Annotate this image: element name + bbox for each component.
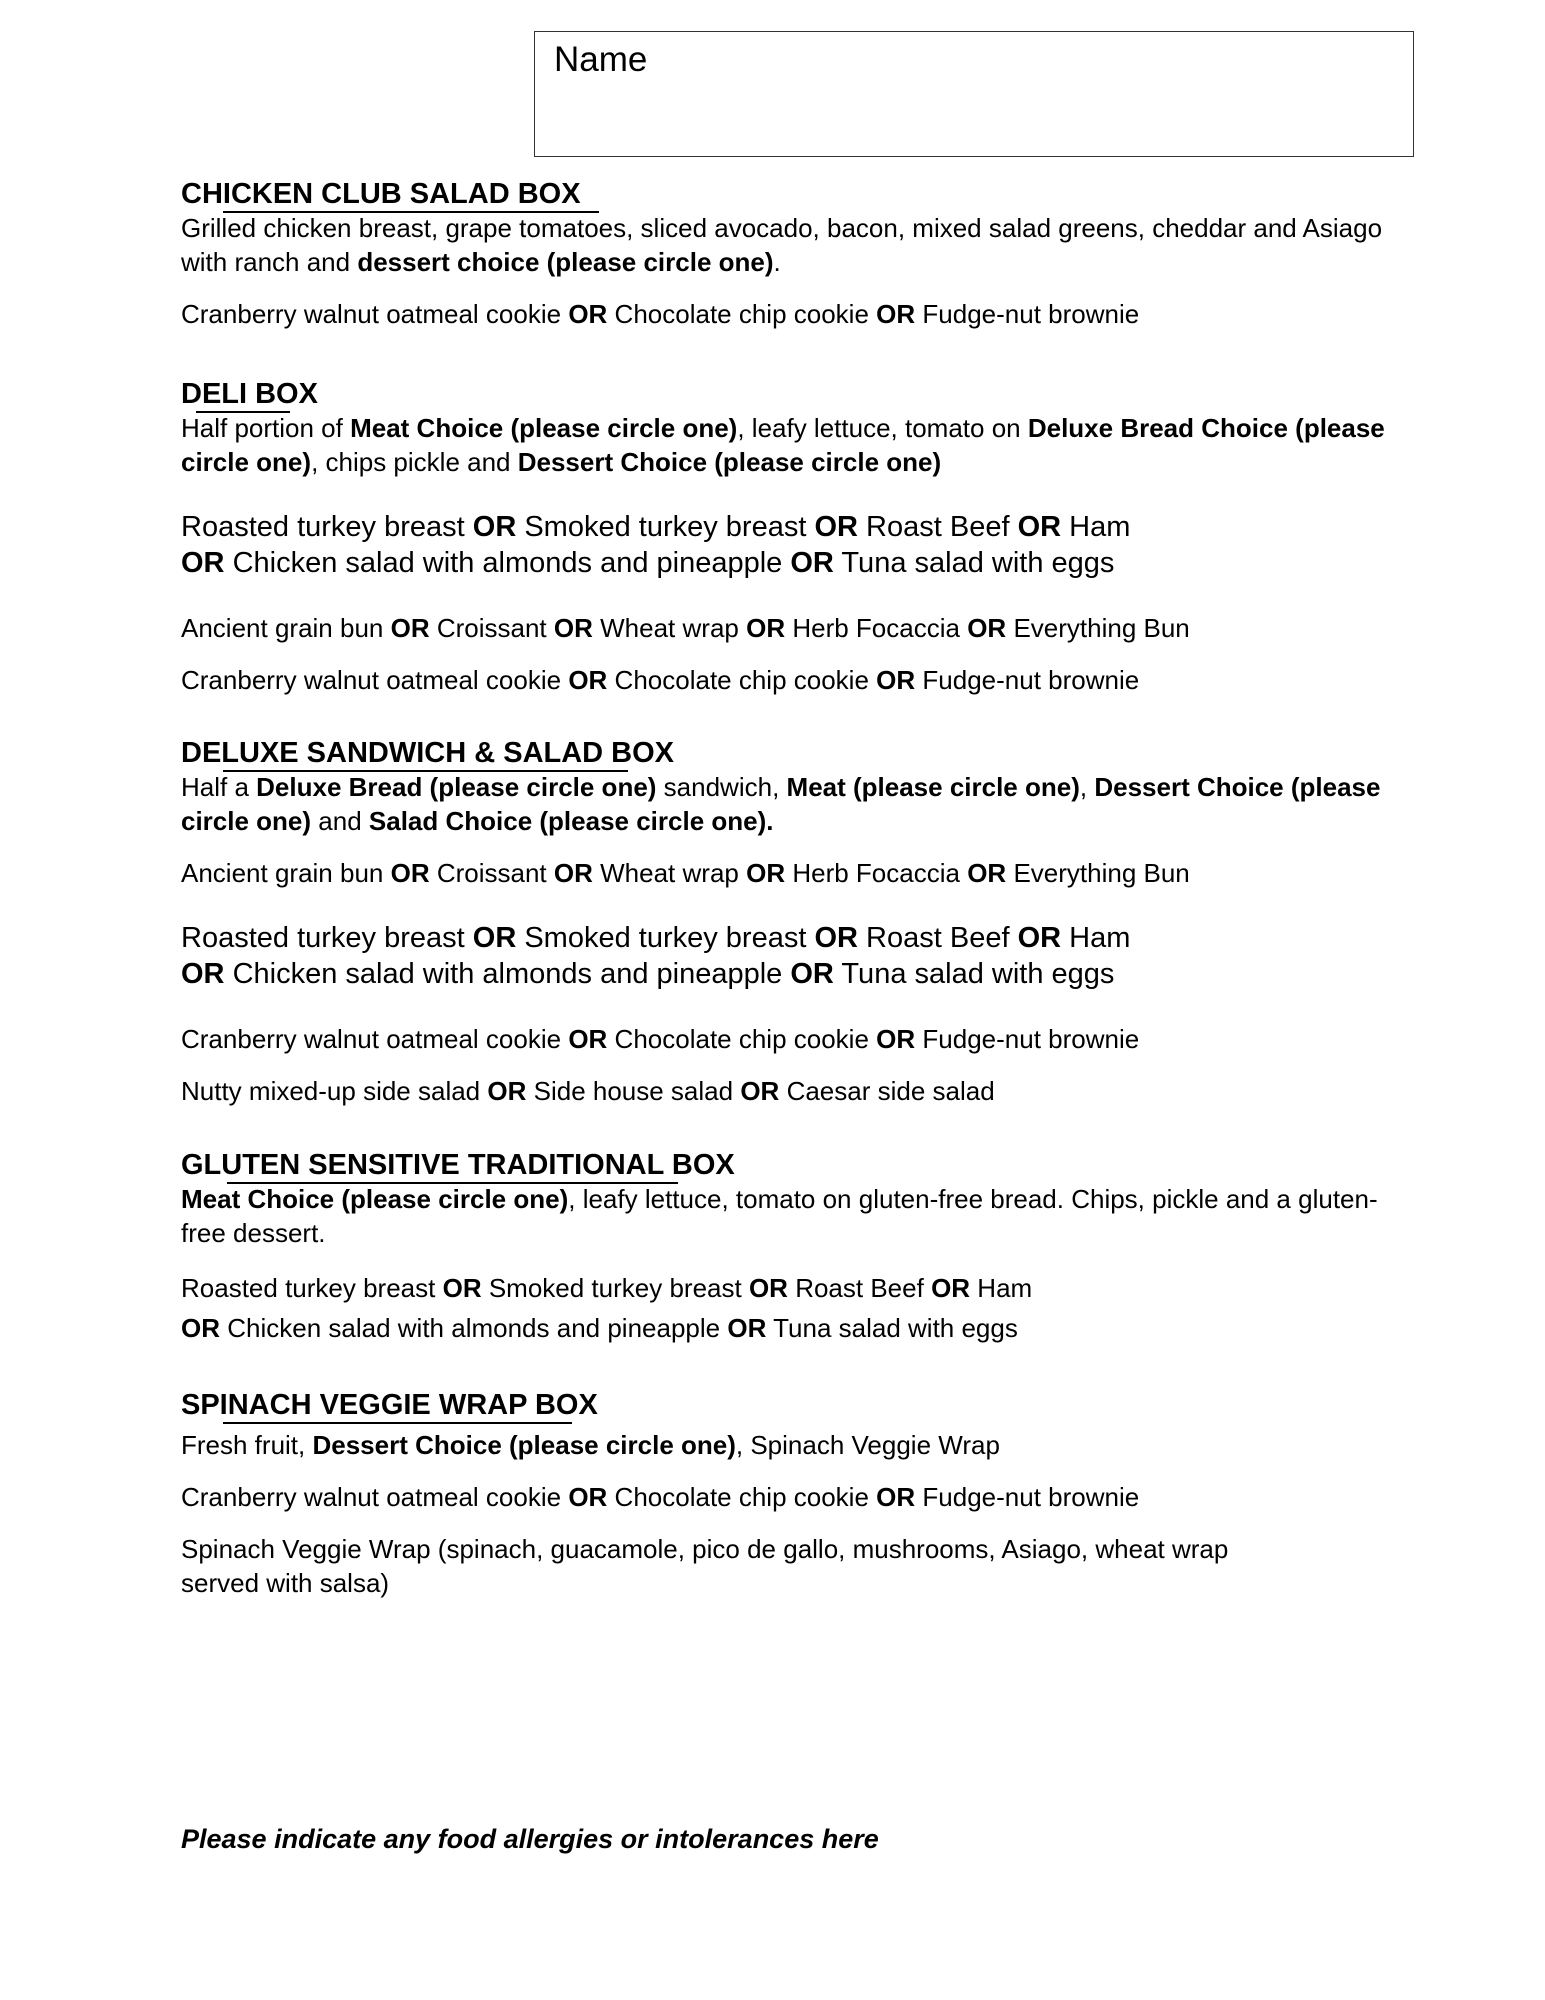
section-deluxe-sandwich xyxy=(181,736,1411,1108)
section-description: Half portion of Meat Choice (please circle one), leafy lettuce, tomato on Deluxe Bread Choice (please circle one), chips pickle and Dessert Choice (please circle one) xyxy=(181,413,1385,477)
dessert-options: Cranberry walnut oatmeal cookie OR Chocolate chip cookie OR Fudge-nut brownie xyxy=(181,1024,1140,1054)
section-gluten-sensitive xyxy=(181,1148,1411,1348)
option[interactable]: Herb Focaccia xyxy=(792,613,960,643)
section-description: Meat Choice (please circle one), leafy lettuce, tomato on gluten-free bread. Chips, pickle and a gluten-free dessert. xyxy=(181,1184,1378,1248)
section-title: DELUXE SANDWICH & SALAD BOX xyxy=(181,736,674,770)
option[interactable]: Nutty mixed-up side salad xyxy=(181,1076,481,1106)
meat-options: Roasted turkey breast OR Smoked turkey breast OR Roast Beef OR Ham OR Chicken salad with almonds and pineapple OR Tuna salad with eggs xyxy=(181,511,1131,579)
option[interactable]: Ham xyxy=(977,1273,1033,1303)
option[interactable]: Ancient grain bun xyxy=(181,858,384,888)
section-spinach-veggie xyxy=(181,1388,1411,1600)
option[interactable]: Roast Beef xyxy=(866,511,1010,543)
option[interactable]: Chicken salad with almonds and pineapple xyxy=(232,547,783,579)
option[interactable]: Chocolate chip cookie xyxy=(614,1482,869,1512)
allergy-note: Please indicate any food allergies or intolerances here xyxy=(181,1824,879,1854)
section-title: SPINACH VEGGIE WRAP BOX xyxy=(181,1388,598,1422)
option[interactable]: Roasted turkey breast xyxy=(181,1273,436,1303)
dessert-options: Cranberry walnut oatmeal cookie OR Chocolate chip cookie OR Fudge-nut brownie xyxy=(181,299,1140,329)
section-deli xyxy=(181,377,1411,697)
option[interactable]: Fudge-nut brownie xyxy=(922,1482,1140,1512)
section-chicken-club xyxy=(181,177,1411,331)
wrap-description: Spinach Veggie Wrap (spinach, guacamole, pico de gallo, mushrooms, Asiago, wheat wrap served with salsa) xyxy=(181,1534,1229,1598)
option[interactable]: Chocolate chip cookie xyxy=(614,299,869,329)
meat-options: Roasted turkey breast OR Smoked turkey breast OR Roast Beef OR Ham OR Chicken salad with almonds and pineapple OR Tuna salad with eggs xyxy=(181,1273,1033,1343)
option[interactable]: Smoked turkey breast xyxy=(488,1273,742,1303)
section-description: Fresh fruit, Dessert Choice (please circle one), Spinach Veggie Wrap xyxy=(181,1430,1000,1460)
section-description: Half a Deluxe Bread (please circle one) sandwich, Meat (please circle one), Dessert Choice (please circle one) and Salad Choice (please circle one). xyxy=(181,772,1381,836)
bread-options: Ancient grain bun OR Croissant OR Wheat wrap OR Herb Focaccia OR Everything Bun xyxy=(181,613,1190,643)
option[interactable]: Everything Bun xyxy=(1013,613,1190,643)
option[interactable]: Chicken salad with almonds and pineapple xyxy=(227,1313,721,1343)
section-title: GLUTEN SENSITIVE TRADITIONAL BOX xyxy=(181,1148,735,1182)
option[interactable]: Everything Bun xyxy=(1013,858,1190,888)
option[interactable]: Cranberry walnut oatmeal cookie xyxy=(181,299,562,329)
meat-options: Roasted turkey breast OR Smoked turkey breast OR Roast Beef OR Ham OR Chicken salad with almonds and pineapple OR Tuna salad with eggs xyxy=(181,922,1131,990)
name-field[interactable] xyxy=(534,31,1414,157)
bread-options: Ancient grain bun OR Croissant OR Wheat wrap OR Herb Focaccia OR Everything Bun xyxy=(181,858,1190,888)
option[interactable]: Caesar side salad xyxy=(786,1076,995,1106)
option[interactable]: Roasted turkey breast xyxy=(181,511,465,543)
section-title: DELI BOX xyxy=(181,377,318,411)
option[interactable]: Croissant xyxy=(436,858,547,888)
option[interactable]: Smoked turkey breast xyxy=(524,922,807,954)
option[interactable]: Side house salad xyxy=(533,1076,734,1106)
option[interactable]: Chicken salad with almonds and pineapple xyxy=(232,958,783,990)
name-label: Name xyxy=(554,40,648,79)
section-description: Grilled chicken breast, grape tomatoes, sliced avocado, bacon, mixed salad greens, cheddar and Asiago with ranch and dessert choice (please circle one). xyxy=(181,213,1383,277)
option[interactable]: Wheat wrap xyxy=(600,858,739,888)
option[interactable]: Smoked turkey breast xyxy=(524,511,807,543)
option[interactable]: Ham xyxy=(1069,511,1131,543)
option[interactable]: Chocolate chip cookie xyxy=(614,1024,869,1054)
option[interactable]: Fudge-nut brownie xyxy=(922,1024,1140,1054)
option[interactable]: Wheat wrap xyxy=(600,613,739,643)
option[interactable]: Tuna salad with eggs xyxy=(773,1313,1018,1343)
option[interactable]: Herb Focaccia xyxy=(792,858,960,888)
option[interactable]: Cranberry walnut oatmeal cookie xyxy=(181,665,562,695)
option[interactable]: Roast Beef xyxy=(866,922,1010,954)
option[interactable]: Cranberry walnut oatmeal cookie xyxy=(181,1482,562,1512)
option[interactable]: Croissant xyxy=(436,613,547,643)
dessert-options: Cranberry walnut oatmeal cookie OR Chocolate chip cookie OR Fudge-nut brownie xyxy=(181,665,1140,695)
option[interactable]: Roast Beef xyxy=(795,1273,924,1303)
salad-options: Nutty mixed-up side salad OR Side house salad OR Caesar side salad xyxy=(181,1076,995,1106)
option[interactable]: Chocolate chip cookie xyxy=(614,665,869,695)
option[interactable]: Fudge-nut brownie xyxy=(922,665,1140,695)
option[interactable]: Ancient grain bun xyxy=(181,613,384,643)
option[interactable]: Roasted turkey breast xyxy=(181,922,465,954)
option[interactable]: Fudge-nut brownie xyxy=(922,299,1140,329)
option[interactable]: Ham xyxy=(1069,922,1131,954)
section-title: CHICKEN CLUB SALAD BOX xyxy=(181,177,581,211)
option[interactable]: Tuna salad with eggs xyxy=(841,547,1115,579)
option[interactable]: Tuna salad with eggs xyxy=(841,958,1115,990)
dessert-options: Cranberry walnut oatmeal cookie OR Chocolate chip cookie OR Fudge-nut brownie xyxy=(181,1482,1140,1512)
option[interactable]: Cranberry walnut oatmeal cookie xyxy=(181,1024,562,1054)
